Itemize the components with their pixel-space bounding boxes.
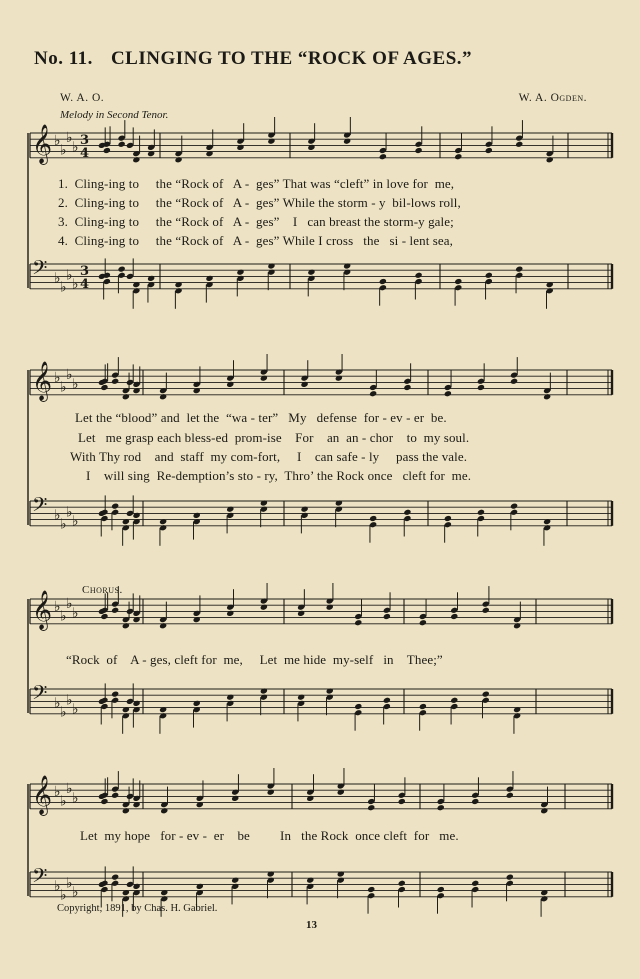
- flat-icon: ♭: [54, 370, 61, 387]
- notehead: [450, 697, 458, 704]
- notehead: [260, 604, 268, 611]
- verse-3-line-b: With Thy rod and staff my com-fort, I can safe - ly pass the vale.: [70, 449, 468, 464]
- notehead: [477, 384, 485, 391]
- notehead: [111, 691, 119, 698]
- flat-icon: ♭: [60, 516, 67, 533]
- notehead: [485, 272, 493, 279]
- notehead: [231, 877, 239, 884]
- notehead: [354, 703, 362, 710]
- verse-2-line-b: Let me grasp each bless-ed prom-ise For an an - chor to my soul.: [78, 430, 470, 445]
- notehead: [297, 694, 305, 701]
- notehead: [133, 883, 141, 890]
- bass-clef-icon: 𝄢: [32, 493, 48, 521]
- notehead: [510, 378, 518, 385]
- verse-1-line-a: 1. Cling-ing to the “Rock of A - ges” That was “cleft” in love for me,: [58, 176, 455, 191]
- notehead: [122, 393, 130, 400]
- treble-clef-icon: 𝄞: [32, 775, 53, 815]
- notehead: [482, 607, 490, 614]
- notehead: [236, 144, 244, 151]
- notehead: [133, 616, 141, 623]
- notehead: [510, 503, 518, 510]
- notehead: [343, 262, 351, 269]
- flat-icon: ♭: [66, 692, 73, 709]
- notehead: [159, 393, 167, 400]
- notehead: [343, 138, 351, 145]
- notehead: [515, 266, 523, 273]
- notehead: [513, 706, 521, 713]
- flat-icon: ♭: [72, 376, 79, 393]
- notehead: [307, 269, 315, 276]
- notehead: [122, 807, 130, 814]
- notehead: [306, 795, 314, 802]
- flat-icon: ♭: [54, 695, 61, 712]
- notehead: [133, 512, 141, 519]
- notehead: [419, 619, 427, 626]
- notehead: [415, 272, 423, 279]
- notehead: [437, 886, 445, 893]
- flat-icon: ♭: [66, 875, 73, 892]
- notehead: [419, 703, 427, 710]
- notehead: [193, 387, 201, 394]
- chorus-line-2: Let my hope for - ev - er be In the Rock once cleft for me.: [80, 828, 459, 843]
- notehead: [326, 687, 334, 694]
- notehead: [506, 874, 514, 881]
- notehead: [367, 804, 375, 811]
- notehead: [159, 706, 167, 713]
- notehead: [543, 518, 551, 525]
- notehead: [415, 147, 423, 154]
- verse-4-line-b: I will sing Re-demption’s sto - ry, Thro’ the Rock once cleft for me.: [86, 468, 472, 483]
- chorus-line-1: “Rock of A - ges, cleft for me, Let me hide my-self in Thee;”: [66, 652, 443, 667]
- verse-1-line-b: Let the “blood” and let the “wa - ter” My defense for - ev - er be.: [75, 410, 447, 425]
- flat-icon: ♭: [66, 781, 73, 798]
- notehead: [226, 506, 234, 513]
- notehead: [159, 622, 167, 629]
- bass-clef-icon: 𝄢: [32, 681, 48, 709]
- notehead: [100, 613, 108, 620]
- notehead: [403, 384, 411, 391]
- notehead: [337, 870, 345, 877]
- notehead: [444, 515, 452, 522]
- notehead: [546, 156, 554, 163]
- flat-icon: ♭: [66, 130, 73, 147]
- notehead: [398, 880, 406, 887]
- hymn-title-text: CLINGING TO THE “ROCK OF AGES.”: [110, 48, 473, 69]
- notehead: [398, 798, 406, 805]
- time-signature-bottom: 4: [80, 277, 90, 292]
- notehead: [379, 153, 387, 160]
- flat-icon: ♭: [60, 793, 67, 810]
- notehead: [132, 156, 140, 163]
- notehead: [226, 694, 234, 701]
- notehead: [118, 141, 126, 148]
- notehead: [122, 518, 130, 525]
- treble-clef-icon: 𝄞: [32, 361, 53, 401]
- flat-icon: ♭: [72, 139, 79, 156]
- flat-icon: ♭: [66, 596, 73, 613]
- notehead: [193, 512, 201, 519]
- notehead: [437, 804, 445, 811]
- notehead: [111, 792, 119, 799]
- flat-icon: ♭: [54, 784, 61, 801]
- flat-icon: ♭: [66, 267, 73, 284]
- notehead: [111, 378, 119, 385]
- notehead: [196, 883, 204, 890]
- notehead: [354, 619, 362, 626]
- copyright-notice: Copyright, 1891, by Chas. H. Gabriel.: [57, 903, 218, 914]
- notehead: [122, 706, 130, 713]
- time-signature-top: 3: [80, 133, 90, 148]
- notehead: [267, 138, 275, 145]
- verse-2-line-a: 2. Cling-ing to the “Rock of A - ges” While the storm - y bil-lows roll,: [58, 195, 461, 210]
- lyricist: W. A. O.: [60, 92, 105, 104]
- notehead: [111, 874, 119, 881]
- notehead: [369, 515, 377, 522]
- page-number: 13: [306, 919, 317, 931]
- notehead: [111, 503, 119, 510]
- time-signature-top: 3: [80, 264, 90, 279]
- notehead: [471, 880, 479, 887]
- notehead: [513, 622, 521, 629]
- notehead: [226, 381, 234, 388]
- notehead: [337, 789, 345, 796]
- notehead: [122, 622, 130, 629]
- notehead: [111, 607, 119, 614]
- notehead: [307, 144, 315, 151]
- notehead: [444, 390, 452, 397]
- notehead: [160, 807, 168, 814]
- notehead: [100, 798, 108, 805]
- notehead: [260, 687, 268, 694]
- notehead: [454, 153, 462, 160]
- flat-icon: ♭: [72, 701, 79, 718]
- notehead: [482, 691, 490, 698]
- flat-icon: ♭: [60, 704, 67, 721]
- notehead: [122, 889, 130, 896]
- flat-icon: ♭: [72, 790, 79, 807]
- flat-icon: ♭: [54, 507, 61, 524]
- notehead: [260, 499, 268, 506]
- notehead: [231, 795, 239, 802]
- notehead: [147, 150, 155, 157]
- notehead: [159, 518, 167, 525]
- chorus-label: Chorus.: [82, 584, 123, 596]
- notehead: [175, 156, 183, 163]
- notehead: [477, 509, 485, 516]
- flat-icon: ♭: [60, 279, 67, 296]
- notehead: [205, 150, 213, 157]
- notehead: [540, 889, 548, 896]
- flat-icon: ♭: [60, 142, 67, 159]
- notehead: [471, 798, 479, 805]
- notehead: [301, 381, 309, 388]
- notehead: [103, 147, 111, 154]
- notehead: [133, 801, 141, 808]
- notehead: [196, 801, 204, 808]
- notehead: [297, 610, 305, 617]
- time-signature-bottom: 4: [80, 146, 90, 161]
- notehead: [226, 610, 234, 617]
- notehead: [193, 700, 201, 707]
- notehead: [301, 506, 309, 513]
- melody-note: Melody in Second Tenor.: [60, 109, 169, 121]
- verse-4-line-a: 4. Cling-ing to the “Rock of A - ges” While I cross the si - lent sea,: [58, 233, 454, 248]
- flat-icon: ♭: [60, 608, 67, 625]
- flat-icon: ♭: [72, 605, 79, 622]
- notehead: [260, 375, 268, 382]
- hymn-number: No. 11.: [34, 48, 93, 69]
- notehead: [236, 269, 244, 276]
- notehead: [383, 697, 391, 704]
- notehead: [193, 616, 201, 623]
- notehead: [546, 281, 554, 288]
- notehead: [379, 278, 387, 285]
- notehead: [335, 375, 343, 382]
- notehead: [205, 275, 213, 282]
- bass-clef-icon: 𝄢: [32, 864, 48, 892]
- flat-icon: ♭: [66, 504, 73, 521]
- flat-icon: ♭: [72, 884, 79, 901]
- notehead: [267, 789, 275, 796]
- composer: W. A. Ogden.: [518, 92, 587, 104]
- notehead: [369, 390, 377, 397]
- notehead: [267, 870, 275, 877]
- notehead: [540, 807, 548, 814]
- notehead: [306, 877, 314, 884]
- notehead: [132, 281, 140, 288]
- notehead: [335, 499, 343, 506]
- notehead: [515, 141, 523, 148]
- notehead: [147, 275, 155, 282]
- notehead: [485, 147, 493, 154]
- notehead: [450, 613, 458, 620]
- flat-icon: ♭: [66, 367, 73, 384]
- verse-3-line-a: 3. Cling-ing to the “Rock of A - ges” I can breast the storm-y gale;: [58, 214, 454, 229]
- flat-icon: ♭: [72, 513, 79, 530]
- flat-icon: ♭: [60, 887, 67, 904]
- treble-clef-icon: 𝄞: [32, 124, 53, 164]
- notehead: [118, 266, 126, 273]
- notehead: [175, 281, 183, 288]
- notehead: [543, 393, 551, 400]
- flat-icon: ♭: [54, 133, 61, 150]
- bass-clef-icon: 𝄢: [32, 256, 48, 284]
- notehead: [506, 792, 514, 799]
- flat-icon: ♭: [54, 878, 61, 895]
- flat-icon: ♭: [72, 276, 79, 293]
- notehead: [133, 387, 141, 394]
- notehead: [100, 384, 108, 391]
- notehead: [454, 278, 462, 285]
- notehead: [160, 889, 168, 896]
- flat-icon: ♭: [60, 379, 67, 396]
- notehead: [326, 604, 334, 611]
- notehead: [133, 700, 141, 707]
- treble-clef-icon: 𝄞: [32, 590, 53, 630]
- notehead: [383, 613, 391, 620]
- notehead: [403, 509, 411, 516]
- notehead: [367, 886, 375, 893]
- notehead: [267, 262, 275, 269]
- flat-icon: ♭: [54, 599, 61, 616]
- flat-icon: ♭: [54, 270, 61, 287]
